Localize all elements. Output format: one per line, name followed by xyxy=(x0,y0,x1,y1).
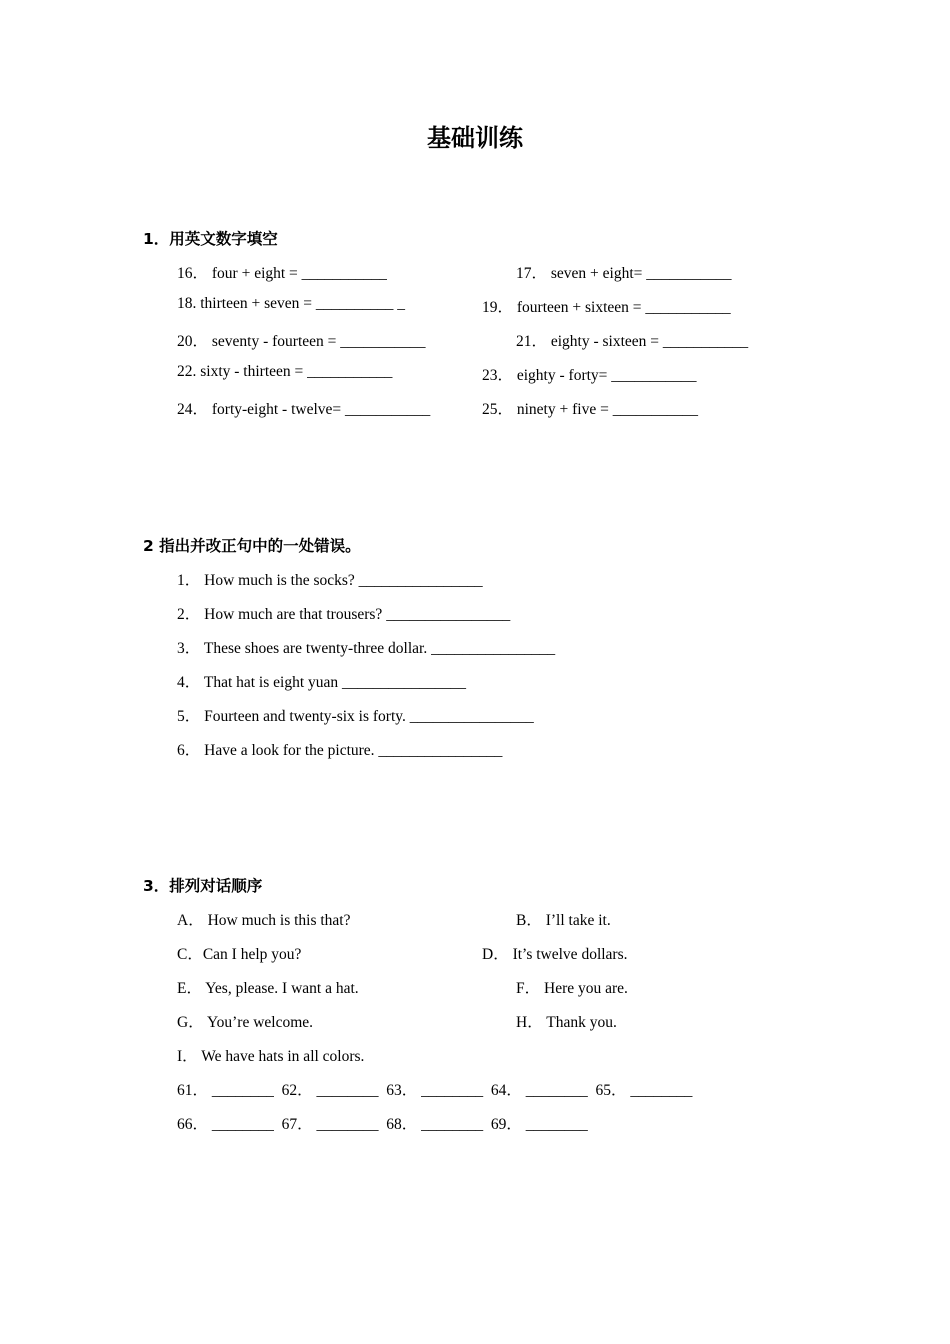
s1-item-25: 25． ninety + five = ___________ xyxy=(482,401,698,418)
s1-item-22: 22. sixty - thirteen = ___________ xyxy=(177,363,393,380)
s2-item-2: 2． How much are that trousers? ________________ xyxy=(177,606,511,623)
s3-option-a: A． How much is this that? xyxy=(177,912,351,929)
s3-option-d: D． It’s twelve dollars. xyxy=(482,946,628,963)
s1-item-19: 19． fourteen + sixteen = ___________ xyxy=(482,299,731,316)
s1-item-21: 21． eighty - sixteen = ___________ xyxy=(516,333,749,350)
s3-option-i: I． We have hats in all colors. xyxy=(177,1048,365,1065)
s3-option-c: C．Can I help you? xyxy=(177,946,302,963)
s1-item-17: 17． seven + eight= ___________ xyxy=(516,265,732,282)
s1-item-23: 23． eighty - forty= ___________ xyxy=(482,367,697,384)
section-3-heading: 3．排列对话顺序 xyxy=(143,877,263,895)
s3-option-g: G． You’re welcome. xyxy=(177,1014,314,1031)
s2-item-4: 4． That hat is eight yuan ________________ xyxy=(177,674,467,691)
s3-option-f: F． Here you are. xyxy=(516,980,628,997)
s1-item-24: 24． forty-eight - twelve= ___________ xyxy=(177,401,431,418)
s1-item-18: 18. thirteen + seven = __________ _ xyxy=(177,295,405,312)
s2-item-1: 1． How much is the socks? ________________ xyxy=(177,572,483,589)
page-title: 基础训练 xyxy=(427,124,523,152)
section-1-heading: 1．用英文数字填空 xyxy=(143,230,278,248)
s1-item-16: 16． four + eight = ___________ xyxy=(177,265,387,282)
s2-item-5: 5． Fourteen and twenty-six is forty. ________________ xyxy=(177,708,534,725)
s2-item-3: 3． These shoes are twenty-three dollar. ________________ xyxy=(177,640,556,657)
s3-answer-row-1: 61． ________ 62． ________ 63． ________ 64． ________ 65． ________ xyxy=(177,1082,693,1099)
s2-item-6: 6． Have a look for the picture. ________________ xyxy=(177,742,503,759)
s3-option-h: H． Thank you. xyxy=(516,1014,617,1031)
s3-answer-row-2: 66． ________ 67． ________ 68． ________ 69． ________ xyxy=(177,1116,588,1133)
s1-item-20: 20． seventy - fourteen = ___________ xyxy=(177,333,426,350)
s3-option-e: E． Yes, please. I want a hat. xyxy=(177,980,359,997)
s3-option-b: B． I’ll take it. xyxy=(516,912,611,929)
section-2-heading: 2 指出并改正句中的一处错误。 xyxy=(143,537,361,555)
